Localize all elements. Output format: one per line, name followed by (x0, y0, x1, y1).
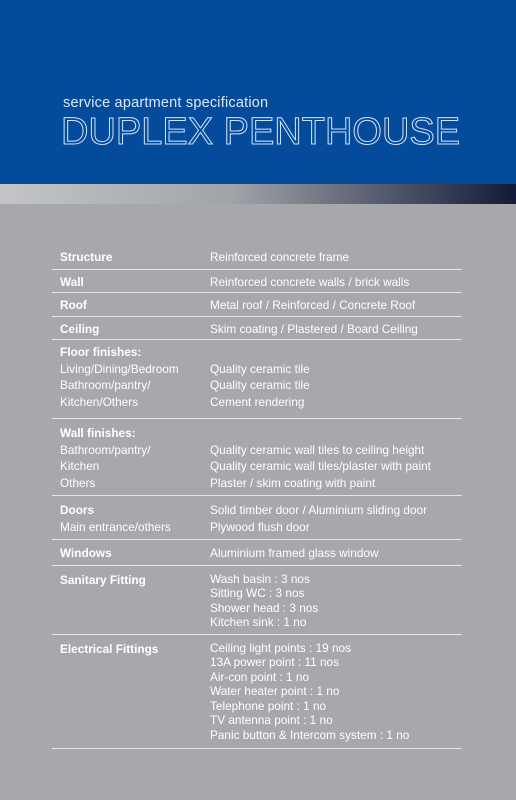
spec-value: Metal roof / Reinforced / Concrete Roof (210, 298, 416, 312)
spec-label: Floor finishes: (60, 345, 142, 359)
spec-sublabel: Kitchen (60, 459, 100, 473)
spec-sublabel: Kitchen/Others (60, 394, 139, 409)
spec-value: Cement rendering (210, 394, 305, 409)
spec-table (52, 246, 462, 749)
spec-row-wall (52, 270, 462, 294)
spec-label: Electrical Fittings (60, 641, 159, 656)
gradient-band (0, 184, 516, 204)
page-subtitle: service apartment specification (63, 95, 269, 111)
spec-label: Doors (60, 503, 95, 517)
spec-value: Ceiling light points : 19 nos (210, 640, 351, 655)
spec-value: Solid timber door / Aluminium sliding door (210, 503, 428, 517)
spec-row-electrical (52, 635, 462, 750)
spec-value: Plaster / skim coating with paint (210, 475, 376, 490)
spec-row-structure (52, 246, 462, 270)
spec-row-wall-finishes (52, 419, 462, 496)
spec-sublabel: Bathroom/pantry/ (60, 378, 151, 392)
spec-row-floor-finishes (52, 340, 462, 419)
spec-sublabel: Living/Dining/Bedroom (60, 361, 179, 376)
spec-value: Wash basin : 3 nos (210, 571, 310, 586)
spec-value: Reinforced concrete frame (210, 250, 350, 264)
spec-value: Quality ceramic tile (210, 378, 310, 392)
spec-row-sanitary (52, 566, 462, 635)
spec-value: Aluminium framed glass window (210, 546, 379, 560)
spec-value: Reinforced concrete walls / brick walls (210, 274, 410, 289)
spec-value: 13A power point : 11 nos (210, 655, 339, 669)
spec-sublabel: Main entrance/others (60, 519, 171, 534)
header-banner (0, 0, 516, 184)
spec-row-roof (52, 293, 462, 317)
spec-label: Windows (60, 546, 112, 560)
spec-label: Roof (60, 298, 87, 312)
spec-value: Kitchen sink : 1 no (210, 615, 307, 629)
spec-value: Plywood flush door (210, 519, 310, 534)
spec-label: Ceiling (60, 321, 100, 336)
spec-sublabel: Bathroom/pantry/ (60, 442, 151, 457)
page-title: DUPLEX PENTHOUSE (61, 111, 461, 153)
spec-label: Wall finishes: (60, 426, 136, 440)
spec-value: Quality ceramic tile (210, 361, 310, 376)
spec-value: Telephone point : 1 no (210, 698, 327, 713)
spec-value: Air-con point : 1 no (210, 669, 310, 684)
spec-value: Shower head : 3 nos (210, 600, 319, 615)
spec-label: Structure (60, 250, 113, 264)
spec-row-windows (52, 540, 462, 566)
spec-value: Sitting WC : 3 nos (210, 586, 305, 600)
spec-value: TV antenna point : 1 no (210, 713, 333, 727)
spec-row-doors (52, 496, 462, 540)
spec-value: Water heater point : 1 no (210, 684, 340, 698)
spec-value: Quality ceramic wall tiles/plaster with paint (210, 459, 431, 473)
spec-row-ceiling (52, 317, 462, 341)
spec-label: Wall (60, 274, 84, 289)
spec-value: Panic button & Intercom system : 1 no (210, 727, 410, 742)
spec-value: Quality ceramic wall tiles to ceiling height (210, 442, 425, 457)
spec-value: Skim coating / Plastered / Board Ceiling (210, 321, 418, 336)
spec-sublabel: Others (60, 475, 96, 490)
spec-label: Sanitary Fitting (60, 572, 146, 587)
